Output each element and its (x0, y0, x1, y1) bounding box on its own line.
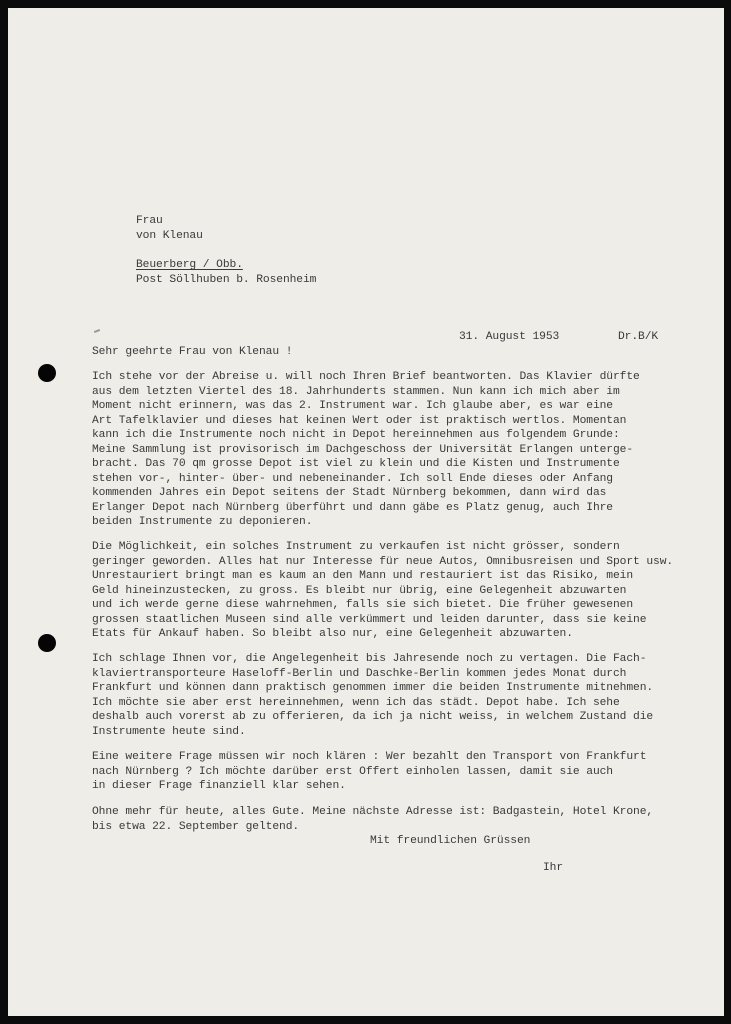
paragraph-line: Moment nicht erinnern, was das 2. Instrument war. Ich glaube aber, es war eine (92, 400, 613, 412)
recipient-post: Post Söllhuben b. Rosenheim (136, 274, 317, 286)
paragraph-line: beiden Instrumente zu deponieren. (92, 516, 313, 528)
paragraph-line: Geld hineinzustecken, zu gross. Es bleibt nur übrig, eine Gelegenheit abzuwarten (92, 584, 627, 597)
paragraph-line: Unrestauriert bringt man es kaum an den Mann und restauriert ist das Risiko, mein (92, 570, 634, 582)
paragraph-line: bracht. Das 70 qm grosse Depot ist viel zu klein und die Kisten und Instrumente (92, 458, 620, 470)
salutation: Sehr geehrte Frau von Klenau ! (92, 346, 293, 358)
paragraph-line: grossen staatlichen Museen sind alle verkümmert und leiden darunter, dass sie keine (92, 613, 647, 626)
paragraph-line: nach Nürnberg ? Ich möchte darüber erst Offert einholen lassen, damit sie auch (92, 765, 613, 778)
paragraph-line: klaviertransporteure Haseloff-Berlin und Daschke-Berlin kommen jedes Monat durch (92, 667, 627, 680)
paragraph-line: Instrumente heute sind. (92, 725, 246, 738)
letter-date: 31. August 1953 (459, 331, 560, 343)
punch-hole-bottom (38, 634, 56, 652)
recipient-line-2: von Klenau (136, 230, 203, 242)
pencil-mark (94, 329, 100, 333)
paragraph-line: aus dem letzten Viertel des 18. Jahrhunderts stammen. Nun kann ich mich aber im (92, 385, 620, 398)
closing: Mit freundlichen Grüssen (370, 835, 531, 847)
paragraph-line: Ich stehe vor der Abreise u. will noch Ihren Brief beantworten. Das Klavier dürfte (92, 371, 640, 383)
paragraph-line: Etats für Ankauf haben. So bleibt also nur, eine Gelegenheit abzuwarten. (92, 628, 573, 640)
letter-page (8, 8, 724, 1016)
paragraph-line: und ich werde gerne diese wahrnehmen, falls sie sich bietet. Die früher gewesenen (92, 599, 634, 611)
paragraph-line: Ohne mehr für heute, alles Gute. Meine nächste Adresse ist: Badgastein, Hotel Krone, (92, 806, 654, 818)
paragraph-line: Ich schlage Ihnen vor, die Angelegenheit bis Jahresende noch zu vertagen. Die Fach- (92, 653, 647, 665)
paragraph-line: Eine weitere Frage müssen wir noch klären : Wer bezahlt den Transport von Frankfurt (92, 751, 647, 763)
paragraph-line: Meine Sammlung ist provisorisch im Dachgeschoss der Universität Erlangen unterge- (92, 443, 634, 456)
punch-hole-top (38, 364, 56, 382)
paragraph-line: kommenden Jahres ein Depot seitens der Stadt Nürnberg bekommen, dann wird das (92, 487, 607, 499)
paragraph-line: Frankfurt und können dann praktisch genommen immer die beiden Instrumente mitnehmen. (92, 682, 654, 694)
paragraph-line: Erlanger Depot nach Nürnberg überführt und dann gäbe es Platz genug, auch Ihre (92, 501, 613, 514)
paragraph-line: kann ich die Instrumente noch nicht in Depot hereinnehmen aus folgendem Grunde: (92, 429, 620, 441)
recipient-line-1: Frau (136, 215, 163, 227)
paragraph-line: in dieser Frage finanziell klar sehen. (92, 780, 346, 792)
letter-reference: Dr.B/K (618, 331, 659, 343)
signoff: Ihr (543, 862, 564, 874)
paragraph-line: stehen vor-, hinter- über- und nebeneinander. Ich soll Ende dieses oder Anfang (92, 472, 613, 485)
paragraph-line: Art Tafelklavier und dieses hat keinen Wert oder ist praktisch wertlos. Momentan (92, 414, 627, 427)
recipient-place: Beuerberg / Obb. (136, 259, 243, 271)
paragraph-line: Die Möglichkeit, ein solches Instrument zu verkaufen ist nicht grösser, sondern (92, 541, 620, 553)
paragraph-line: geringer geworden. Alles hat nur Interesse für neue Autos, Omnibusreisen und Sport usw. (92, 555, 674, 568)
paragraph-line: Ich möchte sie aber erst hereinnehmen, wenn ich das städt. Depot habe. Ich sehe (92, 696, 620, 709)
paragraph-line: bis etwa 22. September geltend. (92, 820, 300, 833)
paragraph-line: deshalb auch vorerst ab zu offerieren, da ich ja nicht weiss, in welchem Zustand die (92, 711, 654, 723)
